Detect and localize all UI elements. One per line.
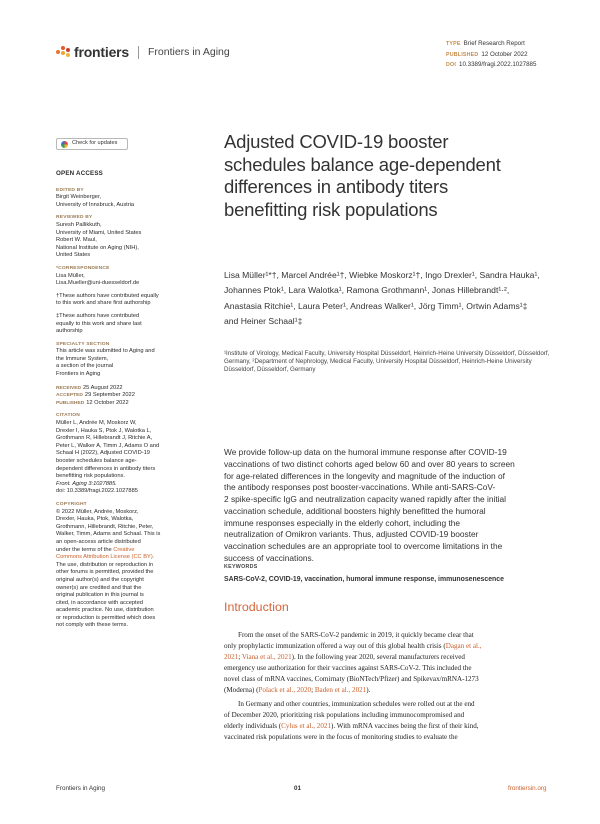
copyright-line: original author(s) and the copyright	[56, 576, 144, 583]
intro-text: elderly individuals (	[224, 721, 282, 730]
citation-line: benefitting risk populations.	[56, 473, 125, 480]
reviewed-by	[56, 214, 164, 260]
abstract-line: for age-related differences in the longevity and magnitude of the induction of	[224, 470, 505, 481]
keywords: SARS-CoV-2, COVID-19, vaccination, humoral immune response, immunosenescence	[224, 576, 504, 583]
copyright-line: Grothmann, Hillebrandt, Ritchie, Peter,	[56, 523, 154, 530]
citation-line: Peter L, Walker A, Timm J, Adams O and	[56, 442, 160, 449]
meta-doi-value[interactable]: 10.3389/fragi.2022.1027885	[459, 61, 537, 68]
copyright-line: academic practice. No use, distribution	[56, 607, 154, 614]
equal-contribution-note-first	[56, 293, 164, 308]
meta-doi	[446, 60, 536, 71]
intro-line	[224, 721, 552, 732]
keywords-label: KEYWORDS	[224, 564, 258, 570]
abstract-line: We provide follow-up data on the humoral immune response after COVID-19	[224, 447, 507, 457]
copyright-line: Walker, Timm, Adams and Schaal. This is	[56, 531, 161, 538]
intro-line	[224, 674, 552, 685]
intro-text: ). In the following year 2020, several manufacturers received	[291, 653, 465, 662]
meta-type-value: Brief Research Report	[463, 40, 525, 47]
article-meta	[446, 39, 536, 71]
specialty-label: SPECIALTY SECTION	[56, 341, 110, 347]
correspondence-email[interactable]: Lisa.Mueller@uni-duesseldorf.de	[56, 280, 140, 287]
received-value: 25 August 2022	[83, 384, 123, 391]
abstract-line: neutralization of Omikron variants. Thus, adjusted COVID-19 booster	[224, 529, 479, 540]
copyright-line: other forums is permitted, provided the	[56, 569, 154, 576]
reviewer-line: Suresh Pallikkuth,	[56, 221, 102, 228]
intro-text: ).	[366, 686, 371, 695]
abstract-line: success of vaccinations.	[224, 552, 314, 563]
abstract-line: the antibody responses post booster-vaccinations. While anti-SARS-CoV-	[224, 482, 496, 493]
edited-by-label: EDITED BY	[56, 187, 84, 193]
frontiers-logo[interactable]	[56, 44, 230, 60]
correspondence-label: *CORRESPONDENCE	[56, 265, 110, 271]
published-label: PUBLISHED	[56, 400, 85, 406]
citation-line: dependent differences in antibody titers	[56, 465, 156, 472]
intro-text: From the onset of the SARS-CoV-2 pandemic in 2019, it quickly became clear that	[238, 631, 474, 639]
meta-published-label: PUBLISHED	[446, 51, 479, 58]
reference-link[interactable]: Viana et al., 2021	[241, 653, 292, 662]
author-list: Lisa Müller¹*†, Marcel Andrée¹†, Wiebke Moskorz¹†, Ingo Drexler¹, Sandra Hauka¹, Johannes Ptok¹, Lara Walotka¹, Ramona Grothmann¹, Jonas Hillebrandt¹·², Anastasia Ritchie¹, Laura Peter¹, Andreas Walker¹, Jörg Timm¹, Ortwin Adams¹‡ and Heiner Schaal¹‡	[224, 270, 540, 326]
section-heading-introduction: Introduction	[224, 600, 289, 614]
note-line: to this work and share first authorship	[56, 300, 151, 307]
open-access-label: OPEN ACCESS	[56, 170, 104, 177]
intro-line	[224, 732, 552, 743]
meta-doi-label: DOI	[446, 62, 457, 68]
abstract-line: immune responses especially in the elderly cohort, including the	[224, 517, 461, 528]
check-for-updates-label: Check for updates	[72, 140, 118, 147]
intro-text: ;	[311, 686, 315, 695]
citation-label: CITATION	[56, 413, 80, 419]
copyright-line: cited, in accordance with accepted	[56, 599, 143, 606]
reviewer-line: University of Miami, United States	[56, 229, 142, 236]
meta-published	[446, 50, 536, 61]
reference-link[interactable]: Baden et al., 2021	[314, 686, 367, 695]
citation-line: booster schedules balance age-	[56, 458, 137, 464]
copyright-line: an open-access article distributed	[56, 538, 141, 545]
reference-link[interactable]: 2021	[224, 653, 239, 662]
intro-line	[224, 630, 552, 641]
intro-line	[224, 685, 552, 696]
intro-text: (Moderna) (	[224, 686, 259, 695]
citation-text	[56, 420, 164, 496]
specialty-line: the Immune System,	[56, 355, 109, 362]
editor-affiliation: University of Innsbruck, Austria	[56, 201, 135, 208]
affiliations: ¹Institute of Virology, Medical Faculty, University Hospital Düsseldorf, Heinrich-Heine University Düsseldorf, Düsseldorf, Germany, ²Department of Nephrology, Medical Faculty, University Hospital Düsseldorf, Heinrich-Heine University Düsseldorf, Düsseldorf, Germany	[224, 350, 550, 373]
intro-line	[224, 699, 552, 710]
intro-text: ). With mRNA vaccines being the first of their kind,	[331, 721, 479, 730]
crossmark-icon	[61, 141, 68, 148]
intro-text: novel class of mRNA vaccines, Comirnaty (BioNTech/Pfizer) and Spikevax/mRNA-1273	[224, 675, 479, 684]
published-date	[56, 400, 164, 408]
copyright-line	[56, 547, 164, 555]
copyright-line: original publication in this journal is	[56, 592, 144, 599]
frontiers-logo-icon	[56, 45, 71, 59]
note-line: equally to this work and share last	[56, 320, 142, 327]
specialty-line: Frontiers in Aging	[56, 371, 101, 378]
intro-line	[224, 652, 552, 663]
note-line: ‡These authors have contributed	[56, 312, 140, 319]
specialty-line: a section of the journal	[56, 363, 114, 370]
reference-link[interactable]: Dagan et al.,	[445, 642, 482, 651]
license-link[interactable]: Creative	[113, 546, 135, 553]
correspondence-name: Lisa Müller,	[56, 272, 85, 279]
check-for-updates-button[interactable]	[56, 138, 128, 150]
copyright-line: not comply with these terms.	[56, 622, 129, 629]
abstract-line: vaccination schedule, additional boosters highly benefitted the humoral	[224, 505, 486, 516]
received-label: RECEIVED	[56, 385, 82, 391]
intro-text: In Germany and other countries, immunization schedules were rolled out at the end	[238, 699, 475, 708]
license-link[interactable]: Commons Attribution License (CC BY).	[56, 554, 155, 561]
copyright-line-text: under the terms of the	[56, 546, 114, 553]
accepted-label: ACCEPTED	[56, 393, 83, 399]
citation-line: Schaal H (2022), Adjusted COVID-19	[56, 450, 150, 457]
abstract-line: vaccination schedules are an appropriate tool to overcome limitations in the	[224, 541, 503, 551]
article-sidebar	[56, 138, 164, 633]
reviewed-by-label: REVIEWED BY	[56, 215, 93, 221]
edited-by	[56, 187, 164, 210]
article-title: Adjusted COVID-19 booster schedules balance age-dependent differences in antibody titers benefitting risk populations	[224, 131, 501, 220]
copyright-text	[56, 509, 164, 631]
footer-website-link[interactable]: frontiersin.org	[508, 785, 547, 792]
intro-line	[224, 710, 552, 721]
meta-type-label: TYPE	[446, 41, 461, 47]
accepted-date	[56, 392, 164, 400]
abstract	[224, 447, 546, 565]
citation-journal: Front. Aging 3:1027885.	[56, 480, 117, 487]
reference-link[interactable]: Polack et al., 2020	[258, 686, 312, 695]
brand-divider	[138, 46, 139, 59]
article-dates	[56, 385, 164, 408]
copyright-line: owner(s) are credited and that the	[56, 584, 142, 591]
correspondence	[56, 265, 164, 288]
intro-text: of December 2020, prioritizing risk populations including immunocompromised and	[224, 710, 465, 719]
citation-doi[interactable]: doi: 10.3389/fragi.2022.1027885	[56, 488, 138, 495]
footer-journal[interactable]: Frontiers in Aging	[56, 785, 106, 792]
copyright-line: Drexler, Hauka, Ptok, Walotka,	[56, 516, 134, 523]
intro-text: only prophylactic immunization offered a way out of this global health crisis (	[224, 642, 446, 651]
citation	[56, 412, 164, 496]
meta-published-value: 12 October 2022	[481, 50, 528, 58]
introduction-body	[224, 630, 552, 743]
reviewer-line: Robert W. Maul,	[56, 237, 97, 244]
abstract-line: vaccinations of two distinct cohorts aged below 60 and over 80 years to screen	[224, 458, 515, 469]
published-value: 12 October 2022	[86, 399, 129, 406]
copyright-line: © 2022 Müller, Andrée, Moskorz,	[56, 508, 139, 515]
copyright	[56, 501, 164, 630]
page-number: 01	[294, 785, 302, 792]
equal-contribution-note-last	[56, 313, 164, 336]
citation-line: Grothmann R, Hillebrandt J, Ritchie A,	[56, 435, 153, 442]
meta-type	[446, 39, 536, 50]
intro-text: vaccinated risk populations were in the focus of monitoring studies to evaluate the	[224, 732, 458, 741]
reference-link[interactable]: Cylus et al., 2021	[281, 721, 331, 730]
copyright-line: or reproduction is permitted which does	[56, 614, 156, 621]
intro-text: emergency use authorization for their vaccines against SARS-CoV-2. This included the	[224, 664, 472, 673]
intro-text: ;	[238, 653, 242, 662]
intro-line	[224, 641, 552, 652]
note-line: †These authors have contributed equally	[56, 292, 159, 299]
intro-line	[224, 663, 552, 674]
reviewer-line: National Institute on Aging (NIH),	[56, 244, 139, 251]
specialty-section	[56, 341, 164, 379]
copyright-label: COPYRIGHT	[56, 501, 87, 507]
editor-name: Birgit Weinberger,	[56, 194, 102, 201]
specialty-line: This article was submitted to Aging and	[56, 348, 155, 355]
brand-name: frontiers	[74, 44, 129, 60]
citation-line: Müller L, Andrée M, Moskorz W,	[56, 420, 137, 427]
reviewer-line: United States	[56, 252, 91, 259]
citation-line: Drexler I, Hauka S, Ptok J, Walotka L,	[56, 427, 152, 434]
accepted-value: 29 September 2022	[84, 392, 135, 399]
received-date	[56, 385, 164, 393]
note-line: authorship	[56, 328, 83, 335]
copyright-line: The use, distribution or reproduction in	[56, 561, 154, 568]
journal-name[interactable]: Frontiers in Aging	[148, 46, 230, 58]
abstract-line: 2 spike-specific IgG and neutralization capacity waned rapidly after the initial	[224, 494, 506, 504]
